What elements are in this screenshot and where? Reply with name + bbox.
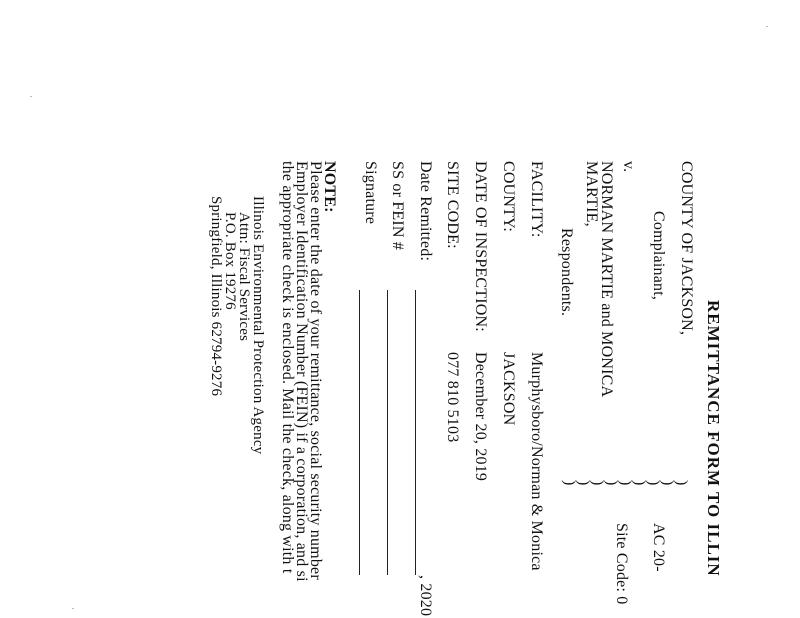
site-code-label: SITE CODE: xyxy=(444,161,461,249)
bracket-6: ) xyxy=(603,480,620,486)
inspection-date-value: December 20, 2019 xyxy=(472,352,489,482)
facility-value: Murphysboro/Norman & Monica xyxy=(528,352,545,571)
address-city: Springfield, Illinois 62794-9276 xyxy=(208,196,224,397)
versus-text: v. xyxy=(620,161,637,173)
signature-label: Signature xyxy=(362,161,379,225)
facility-label: FACILITY: xyxy=(528,161,545,238)
respondent-name-line2: MARTIE, xyxy=(583,161,600,227)
address-po-box: P.O. Box 19276 xyxy=(222,212,238,310)
bracket-7: ) xyxy=(589,480,606,486)
bracket-3: ) xyxy=(645,480,662,486)
scan-speck xyxy=(72,608,74,609)
respondents-label: Respondents. xyxy=(558,228,575,317)
respondent-name-line1: NORMAN MARTIE and MONICA xyxy=(598,161,615,398)
date-remitted-year: , 2020 xyxy=(417,575,434,617)
county-label: COUNTY: xyxy=(500,161,517,233)
bracket-8: ) xyxy=(575,480,592,486)
bracket-2: ) xyxy=(659,480,676,486)
site-code-value: 077 810 5103 xyxy=(444,352,461,443)
ss-fein-label: SS or FEIN # xyxy=(389,161,406,251)
note-heading: NOTE: xyxy=(321,161,338,213)
scan-speck xyxy=(30,96,32,97)
bracket-1: ) xyxy=(673,480,690,486)
bracket-5: ) xyxy=(617,480,634,486)
bracket-4: ) xyxy=(631,480,648,486)
plaintiff-name: COUNTY OF JACKSON, xyxy=(678,161,695,336)
site-code-caption: Site Code: 0 xyxy=(613,523,630,605)
bracket-9: ) xyxy=(561,480,578,486)
note-line-1: Please enter the date of your remittance, social security number xyxy=(307,161,324,580)
county-value: JACKSON xyxy=(500,352,517,426)
date-remitted-label: Date Remitted: xyxy=(417,161,434,262)
address-agency: Illinois Environmental Protection Agency xyxy=(250,196,266,455)
address-attn: Attn: Fiscal Services xyxy=(236,212,252,342)
inspection-date-label: DATE OF INSPECTION: xyxy=(472,161,489,332)
date-remitted-line-tail[interactable] xyxy=(415,430,416,575)
note-line-2: Employer Identification Number (FEIN) if a corporation, and si xyxy=(293,161,310,582)
signature-line[interactable] xyxy=(359,290,360,575)
date-remitted-line[interactable] xyxy=(415,290,416,430)
complainant-label: Complainant, xyxy=(650,211,667,301)
form-title: REMITTANCE FORM TO ILLIN xyxy=(704,300,723,577)
note-line-3: the appropriate check is enclosed. Mail the check, along with t xyxy=(279,161,296,574)
case-number: AC 20- xyxy=(650,523,667,572)
ss-fein-line[interactable] xyxy=(387,290,388,575)
scan-speck xyxy=(766,26,768,27)
